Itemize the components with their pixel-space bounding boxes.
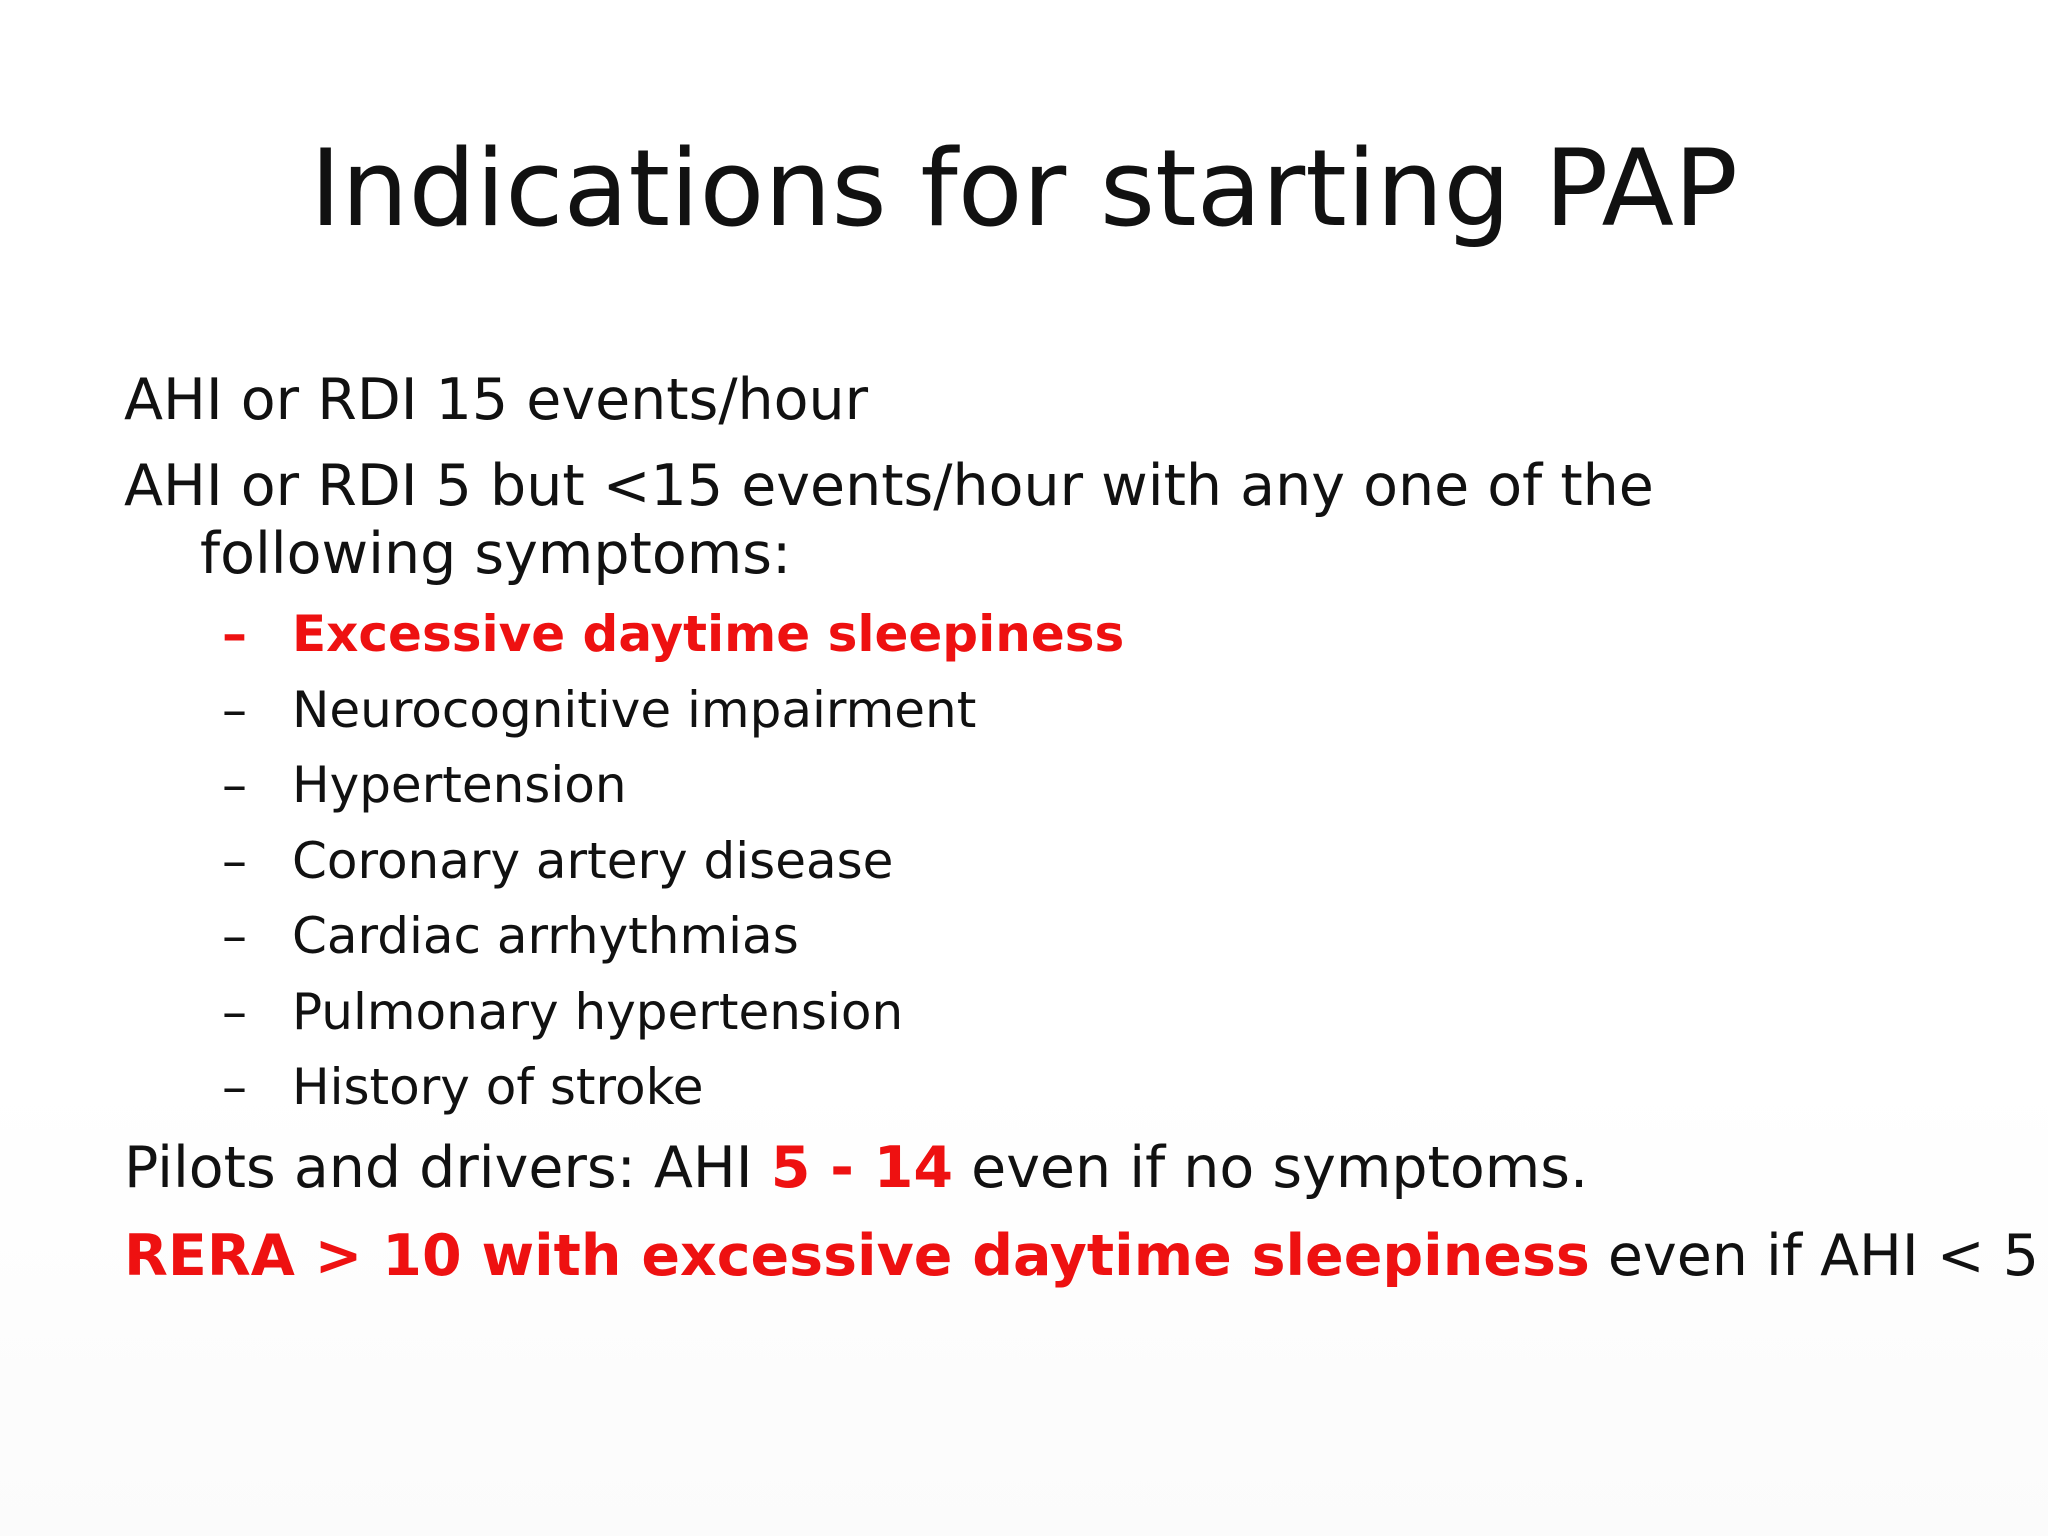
bullet-ahi-5-15-line2: following symptoms:	[200, 521, 792, 587]
symptom-label: Coronary artery disease	[292, 831, 894, 890]
bullet-pilots-prefix: Pilots and drivers: AHI	[124, 1135, 771, 1201]
symptom-item-neurocognitive-impairment	[222, 673, 1124, 749]
symptom-label: Excessive daytime sleepiness	[292, 605, 1125, 663]
symptom-label: History of stroke	[292, 1058, 704, 1116]
symptom-item-excessive-daytime-sleepiness	[222, 597, 1124, 673]
bullet-ahi-15	[124, 366, 868, 434]
bullet-rera	[124, 1222, 2039, 1290]
bullet-ahi-5-15-line1: AHI or RDI 5 but <15 events/hour with any one of the	[124, 453, 1654, 519]
dash-icon: –	[222, 907, 247, 965]
symptom-item-hypertension	[222, 748, 1124, 824]
symptom-label: Hypertension	[292, 756, 627, 814]
symptom-item-coronary-artery-disease	[222, 824, 1124, 900]
dash-icon: –	[222, 756, 247, 814]
bullet-rera-suffix: even if AHI < 5	[1589, 1223, 2039, 1289]
bullet-pilots-drivers	[124, 1134, 1588, 1202]
dash-icon: –	[222, 605, 247, 663]
symptom-list	[222, 597, 1124, 1126]
bullet-pilots-suffix: even if no symptoms.	[953, 1135, 1589, 1201]
dash-icon: –	[222, 680, 247, 739]
bullet-ahi-5-15	[124, 452, 1654, 588]
dash-icon: –	[222, 831, 247, 890]
dash-icon: –	[222, 1058, 247, 1116]
bullet-pilots-ahi-range: 5 - 14	[770, 1135, 954, 1201]
symptom-label: Neurocognitive impairment	[292, 680, 977, 739]
slide-title: Indications for starting PAP	[310, 127, 1738, 250]
symptom-item-cardiac-arrhythmias	[222, 899, 1124, 975]
bullet-ahi-15-text: AHI or RDI 15 events/hour	[124, 367, 869, 433]
symptom-item-history-of-stroke	[222, 1050, 1124, 1126]
symptom-label: Cardiac arrhythmias	[292, 907, 799, 965]
dash-icon: –	[222, 982, 247, 1041]
symptom-label: Pulmonary hypertension	[292, 982, 904, 1041]
bullet-rera-highlight: RERA > 10 with excessive daytime sleepiness	[124, 1223, 1590, 1289]
symptom-item-pulmonary-hypertension	[222, 975, 1124, 1051]
